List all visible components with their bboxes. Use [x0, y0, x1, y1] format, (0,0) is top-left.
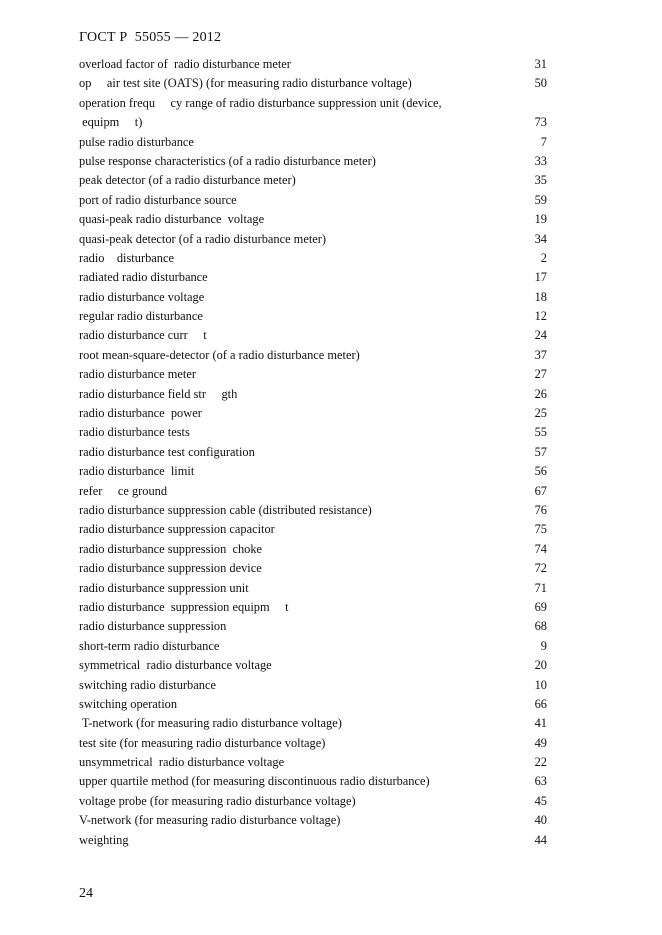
index-entry-term: radio disturbance suppression device	[79, 561, 262, 576]
index-entry-term: radiated radio disturbance	[79, 270, 208, 285]
index-entry-term: pulse response characteristics (of a radio disturbance meter)	[79, 153, 376, 168]
index-entry-page: 66	[534, 696, 547, 711]
index-entry-term: switching radio disturbance	[79, 677, 216, 692]
index-entry-page: 24	[534, 328, 547, 343]
index-entry-term: radio disturbance tests	[79, 425, 190, 440]
index-entry-page: 75	[534, 522, 547, 537]
index-entry	[79, 811, 547, 830]
index-entry-page: 55	[534, 425, 547, 440]
index-entry-term: radio disturbance field str gth	[79, 386, 238, 401]
index-entry-term: upper quartile method (for measuring discontinuous radio disturbance)	[79, 774, 430, 789]
index-entry	[79, 482, 547, 501]
index-entry	[79, 656, 547, 675]
index-entry-term: symmetrical radio disturbance voltage	[79, 658, 272, 673]
index-entry	[79, 676, 547, 695]
index-entry-term: peak detector (of a radio disturbance meter)	[79, 173, 296, 188]
index-entry-term: short-term radio disturbance	[79, 638, 220, 653]
index-entry	[79, 346, 547, 365]
index-entry	[79, 831, 547, 850]
index-entry-term: radio disturbance suppression	[79, 619, 227, 634]
index-entry-page: 25	[534, 406, 547, 421]
index-entry-page: 44	[534, 832, 547, 847]
index-entry-page: 67	[534, 483, 547, 498]
index-entry-term: radio disturbance suppression unit	[79, 580, 249, 595]
index-entry-page: 49	[534, 735, 547, 750]
index-entry-page: 63	[534, 774, 547, 789]
index-entry	[79, 249, 547, 268]
index-entry-term: refer ce ground	[79, 483, 168, 498]
index-entry	[79, 268, 547, 287]
page-number: 24	[79, 886, 93, 901]
index-entry-page: 35	[534, 173, 547, 188]
index-entry	[79, 520, 547, 539]
index-entry-page: 76	[534, 503, 547, 517]
index-entry-page: 22	[534, 755, 547, 770]
index-entry-page: 45	[534, 793, 547, 808]
index-entry	[79, 462, 547, 481]
index-entry	[79, 579, 547, 598]
index-entry	[79, 695, 547, 714]
index-entry-term: radio disturbance voltage	[79, 289, 205, 304]
index-entry-page: 74	[534, 541, 547, 556]
index-entry-term: radio disturbance suppression equipm t	[79, 599, 289, 614]
index-entry	[79, 365, 547, 384]
running-header: ГОСТ Р 55055 — 2012	[79, 30, 222, 45]
index-entry	[79, 559, 547, 578]
index-entry-page: 12	[534, 309, 547, 324]
index-entry-page: 73	[534, 115, 547, 130]
index-entry-term: T-network (for measuring radio disturbance voltage)	[79, 716, 342, 731]
index-entry	[79, 94, 547, 133]
index-entry	[79, 753, 547, 772]
index-entry-term: port of radio disturbance source	[79, 192, 237, 207]
index-entry	[79, 637, 547, 656]
index-entry-term: pulse radio disturbance	[79, 134, 194, 149]
index-entry-page: 17	[534, 270, 547, 285]
index-entry	[79, 792, 547, 811]
index-entry	[79, 501, 547, 520]
index-entry-page: 34	[534, 231, 547, 246]
index-entry	[79, 598, 547, 617]
index-entry-page: 72	[534, 561, 547, 576]
index-entry	[79, 772, 547, 791]
index-entry-term: radio disturbance limit	[79, 464, 195, 479]
index-entry-term: radio disturbance suppression cable (distributed resistance)	[79, 503, 372, 517]
index-entry-term: radio disturbance suppression capacitor	[79, 522, 275, 537]
index-entry-term: regular radio disturbance	[79, 309, 203, 324]
index-entry	[79, 152, 547, 171]
index-entry-page: 2	[540, 250, 547, 265]
index-entry-term: weighting	[79, 832, 129, 847]
index-entry-term: radio disturbance meter	[79, 367, 196, 382]
index-entry-term: overload factor of radio disturbance meter	[79, 57, 291, 71]
index-entry-page: 57	[534, 444, 547, 459]
index-entry	[79, 404, 547, 423]
index-entry	[79, 714, 547, 733]
index-entry-page: 18	[534, 289, 547, 304]
index-entry-page: 71	[534, 580, 547, 595]
index-entry	[79, 55, 547, 74]
index-entry-term: radio disturbance curr t	[79, 328, 207, 343]
index-entry-page: 20	[534, 658, 547, 673]
index-entry	[79, 540, 547, 559]
index-entry	[79, 443, 547, 462]
index-entry-page: 41	[534, 716, 547, 731]
index-entry-page: 19	[534, 212, 547, 227]
index-entry-term: switching operation	[79, 696, 178, 711]
index-entry-page: 27	[534, 367, 547, 382]
index-entry-page: 56	[534, 464, 547, 479]
index-entry	[79, 171, 547, 190]
index-entry	[79, 230, 547, 249]
index-entry-term: radio disturbance test configuration	[79, 444, 255, 459]
index-entry-term: operation frequ cy range of radio disturbance suppression unit (device, equipm t)	[79, 95, 442, 130]
index-entry	[79, 210, 547, 229]
index-entry-page: 26	[534, 386, 547, 401]
index-entry-term: root mean-square-detector (of a radio disturbance meter)	[79, 347, 360, 362]
index-entry-page: 69	[534, 599, 547, 614]
index-entry-term: quasi-peak detector (of a radio disturbance meter)	[79, 231, 327, 246]
index-entry-term: op air test site (OATS) (for measuring radio disturbance voltage)	[79, 76, 412, 91]
index-entry-term: radio disturbance	[79, 250, 174, 265]
index-entry-page: 37	[534, 347, 547, 362]
index-entry	[79, 288, 547, 307]
index-entry-page: 68	[534, 619, 547, 634]
index-entry-page: 9	[540, 638, 547, 653]
index-entry	[79, 74, 547, 93]
index-entry-page: 31	[534, 57, 547, 71]
index-entry-term: voltage probe (for measuring radio disturbance voltage)	[79, 793, 356, 808]
index-entries-list	[79, 55, 547, 850]
index-entry-page: 50	[534, 76, 547, 91]
index-entry	[79, 307, 547, 326]
index-entry-page: 40	[534, 813, 547, 828]
index-entry	[79, 133, 547, 152]
index-entry-term: radio disturbance power	[79, 406, 202, 421]
index-entry	[79, 734, 547, 753]
index-entry-page: 59	[534, 192, 547, 207]
index-entry-term: test site (for measuring radio disturbance voltage)	[79, 735, 326, 750]
index-entry	[79, 423, 547, 442]
index-entry-page: 33	[534, 153, 547, 168]
index-entry	[79, 385, 547, 404]
index-entry-term: quasi-peak radio disturbance voltage	[79, 212, 265, 227]
index-entry	[79, 326, 547, 345]
index-entry-term: V-network (for measuring radio disturbance voltage)	[79, 813, 341, 828]
index-entry-term: unsymmetrical radio disturbance voltage	[79, 755, 285, 770]
index-entry-page: 7	[540, 134, 547, 149]
index-entry-term: radio disturbance suppression choke	[79, 541, 263, 556]
index-entry	[79, 617, 547, 636]
index-entry-page: 10	[534, 677, 547, 692]
index-entry	[79, 191, 547, 210]
